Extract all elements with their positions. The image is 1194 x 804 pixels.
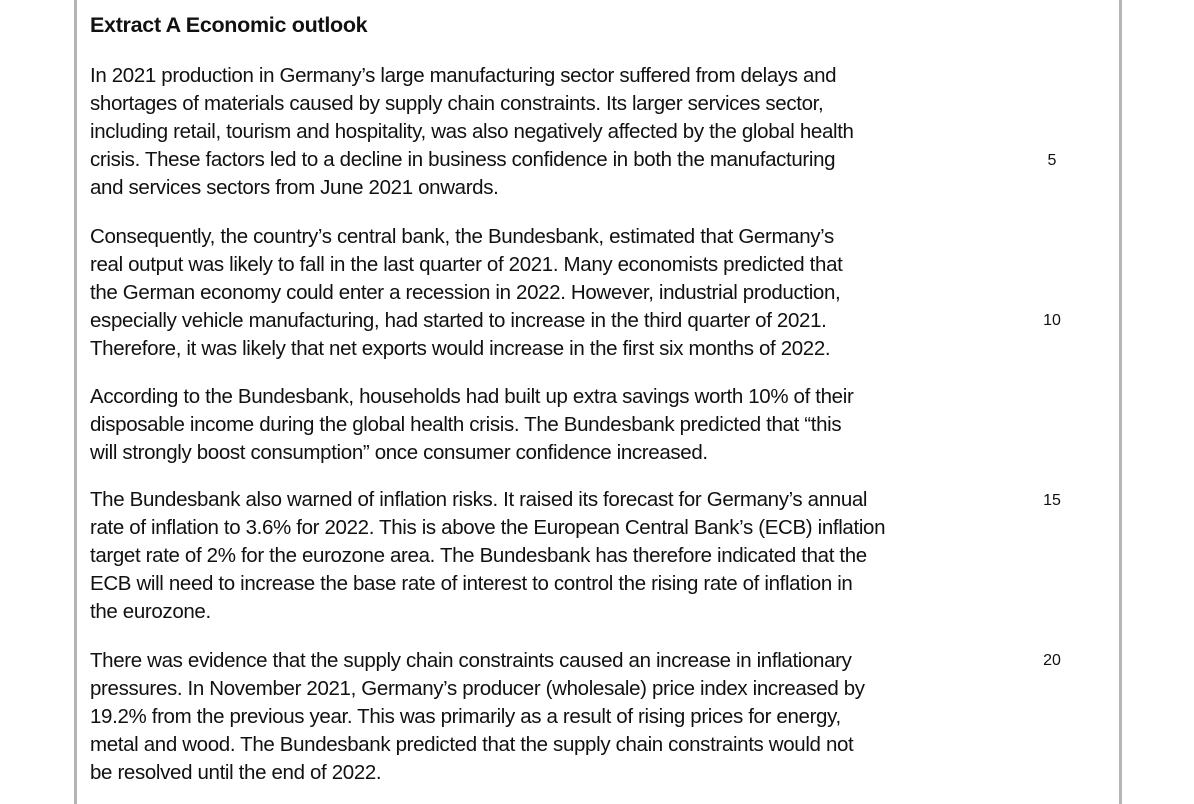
text-line: 19.2% from the previous year. This was primarily as a result of rising prices for energy, — [90, 705, 841, 728]
text-line: target rate of 2% for the eurozone area. The Bundesbank has therefore indicated that the — [90, 544, 867, 567]
text-line: Therefore, it was likely that net exports would increase in the first six months of 2022. — [90, 337, 831, 360]
text-line: ECB will need to increase the base rate of interest to control the rising rate of inflation in — [90, 572, 853, 595]
line-number-10: 10 — [1043, 312, 1061, 329]
text-line: including retail, tourism and hospitality, was also negatively affected by the global health — [90, 120, 854, 143]
text-line: the German economy could enter a recession in 2022. However, industrial production, — [90, 281, 841, 304]
text-line: disposable income during the global health crisis. The Bundesbank predicted that “this — [90, 413, 842, 436]
paragraph-2 — [90, 223, 1000, 363]
paragraph-3 — [90, 383, 1000, 467]
paragraph-5 — [90, 647, 1000, 787]
text-line: be resolved until the end of 2022. — [90, 761, 382, 784]
text-line: In 2021 production in Germany’s large manufacturing sector suffered from delays and — [90, 64, 837, 87]
paragraph-4 — [90, 486, 1000, 626]
text-line: crisis. These factors led to a decline in business confidence in both the manufacturing — [90, 148, 836, 171]
text-line: According to the Bundesbank, households had built up extra savings worth 10% of their — [90, 385, 854, 408]
text-line: The Bundesbank also warned of inflation risks. It raised its forecast for Germany’s annual — [90, 488, 868, 511]
text-line: pressures. In November 2021, Germany’s producer (wholesale) price index increased by — [90, 677, 865, 700]
text-line: Consequently, the country’s central bank, the Bundesbank, estimated that Germany’s — [90, 225, 834, 248]
line-number-15: 15 — [1043, 492, 1061, 509]
text-line: will strongly boost consumption” once consumer confidence increased. — [90, 441, 708, 464]
text-line: especially vehicle manufacturing, had started to increase in the third quarter of 2021. — [90, 309, 827, 332]
extract-title: Extract A Economic outlook — [90, 13, 368, 37]
text-line: shortages of materials caused by supply chain constraints. Its larger services sector, — [90, 92, 824, 115]
line-number-20: 20 — [1043, 652, 1061, 669]
text-line: There was evidence that the supply chain constraints caused an increase in inflationary — [90, 649, 852, 672]
text-line: and services sectors from June 2021 onwards. — [90, 176, 499, 199]
text-line: rate of inflation to 3.6% for 2022. This is above the European Central Bank’s (ECB) inflation — [90, 516, 886, 539]
text-line: the eurozone. — [90, 600, 211, 623]
text-line: metal and wood. The Bundesbank predicted that the supply chain constraints would not — [90, 733, 854, 756]
paragraph-1 — [90, 62, 1000, 202]
text-line: real output was likely to fall in the last quarter of 2021. Many economists predicted that — [90, 253, 843, 276]
line-number-5: 5 — [1047, 152, 1057, 169]
